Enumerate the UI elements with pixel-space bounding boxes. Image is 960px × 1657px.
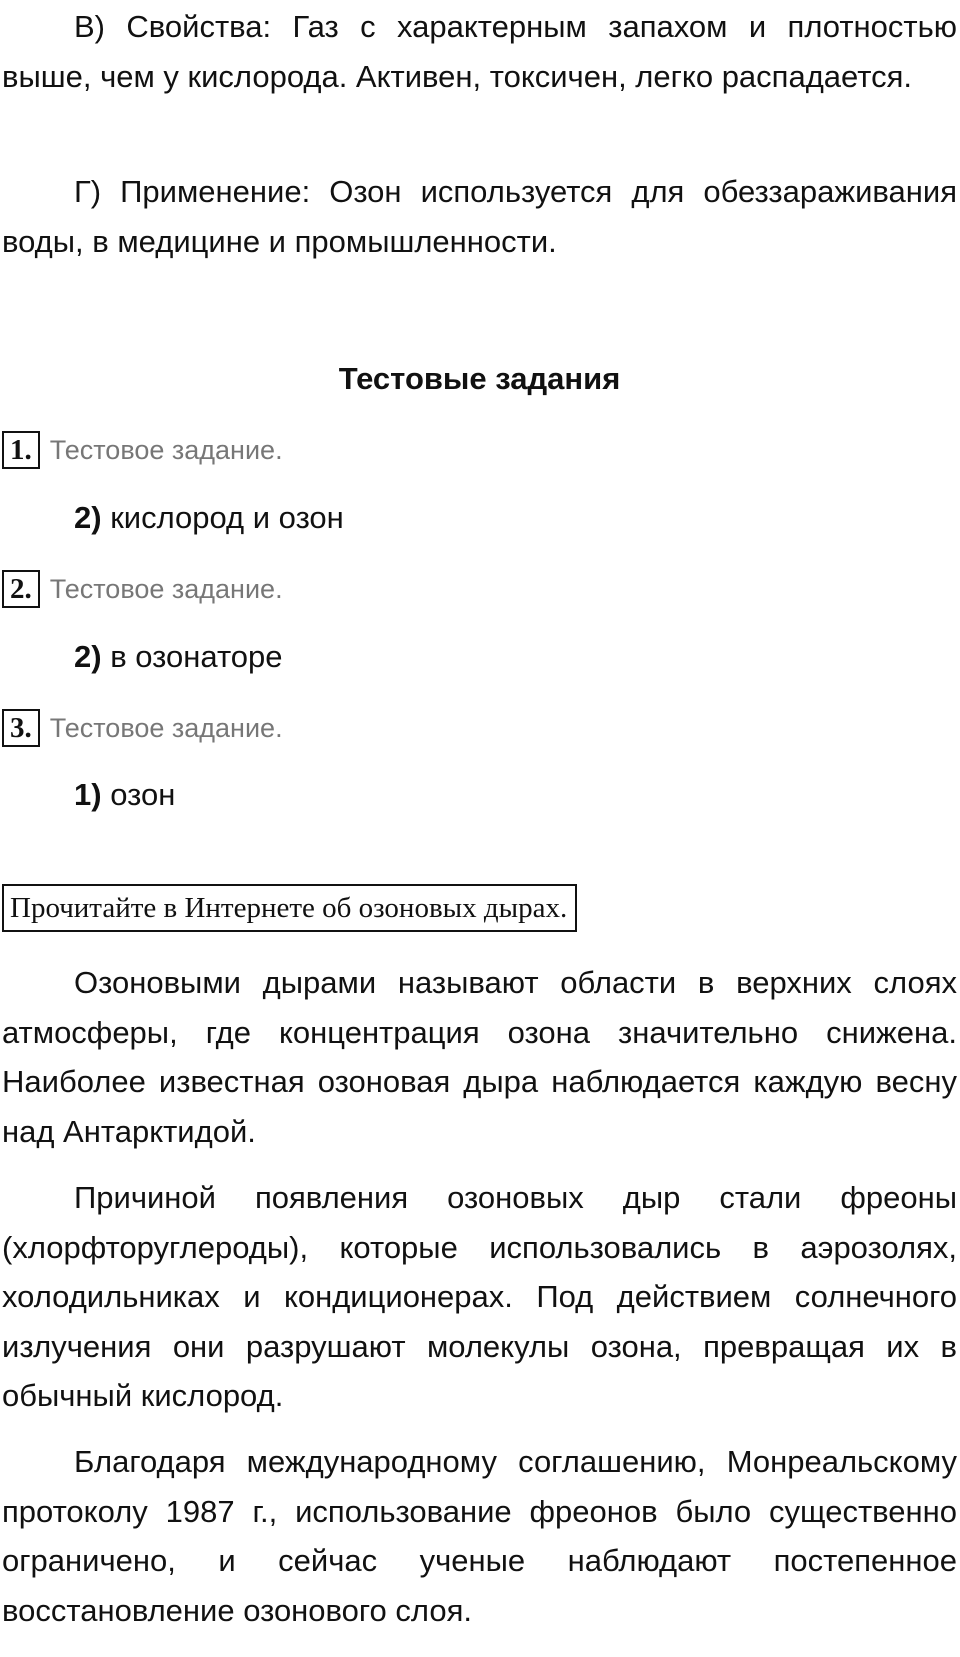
answer-number: 1) <box>74 777 102 812</box>
task-answer-1 <box>2 493 344 543</box>
task-item-2 <box>2 569 283 609</box>
answer-text: кислород и озон <box>101 500 344 535</box>
task-item-1 <box>2 430 283 470</box>
assignment-box <box>2 884 577 932</box>
answer-number: 2) <box>74 639 102 674</box>
paragraph-causes: Причиной появления озоновых дыр стали фреоны (хлорфторуглероды), которые использовались в аэрозолях, холодильниках и кондиционерах. Под действием солнечного излучения они разрушают молекулы озона, превращая их в обычный кислород. <box>2 1180 957 1413</box>
task-answer-3 <box>2 770 175 820</box>
section-title: Тестовые задания <box>338 361 621 396</box>
paragraph-ozone-holes: Озоновыми дырами называют области в верхних слоях атмосферы, где концентрация озона значительно снижена. Наиболее известная озоновая дыра наблюдается каждую весну над Антарктидой. <box>2 965 957 1149</box>
task-item-3 <box>2 708 283 748</box>
answer-number: 2) <box>74 500 102 535</box>
task-text: Тестовое задание. <box>49 573 283 604</box>
task-answer-2 <box>2 632 283 682</box>
task-text: Тестовое задание. <box>49 712 283 743</box>
task-number: 2. <box>2 570 40 608</box>
task-number: 1. <box>2 431 40 469</box>
answer-text: в озонаторе <box>101 639 283 674</box>
paragraph-properties: В) Свойства: Газ с характерным запахом и плотностью выше, чем у кислорода. Активен, токсичен, легко распадается. <box>2 9 957 94</box>
paragraph-application: Г) Применение: Озон используется для обеззараживания воды, в медицине и промышленности. <box>2 174 957 259</box>
paragraph-montreal-protocol: Благодаря международному соглашению, Монреальскому протоколу 1987 г., использование фреонов было существенно ограничено, и сейчас ученые наблюдают постепенное восстановление озонового слоя. <box>2 1444 957 1628</box>
answer-text: озон <box>101 777 176 812</box>
assignment-text: Прочитайте в Интернете об озоновых дырах. <box>2 884 577 932</box>
task-number: 3. <box>2 709 40 747</box>
task-text: Тестовое задание. <box>49 434 283 465</box>
